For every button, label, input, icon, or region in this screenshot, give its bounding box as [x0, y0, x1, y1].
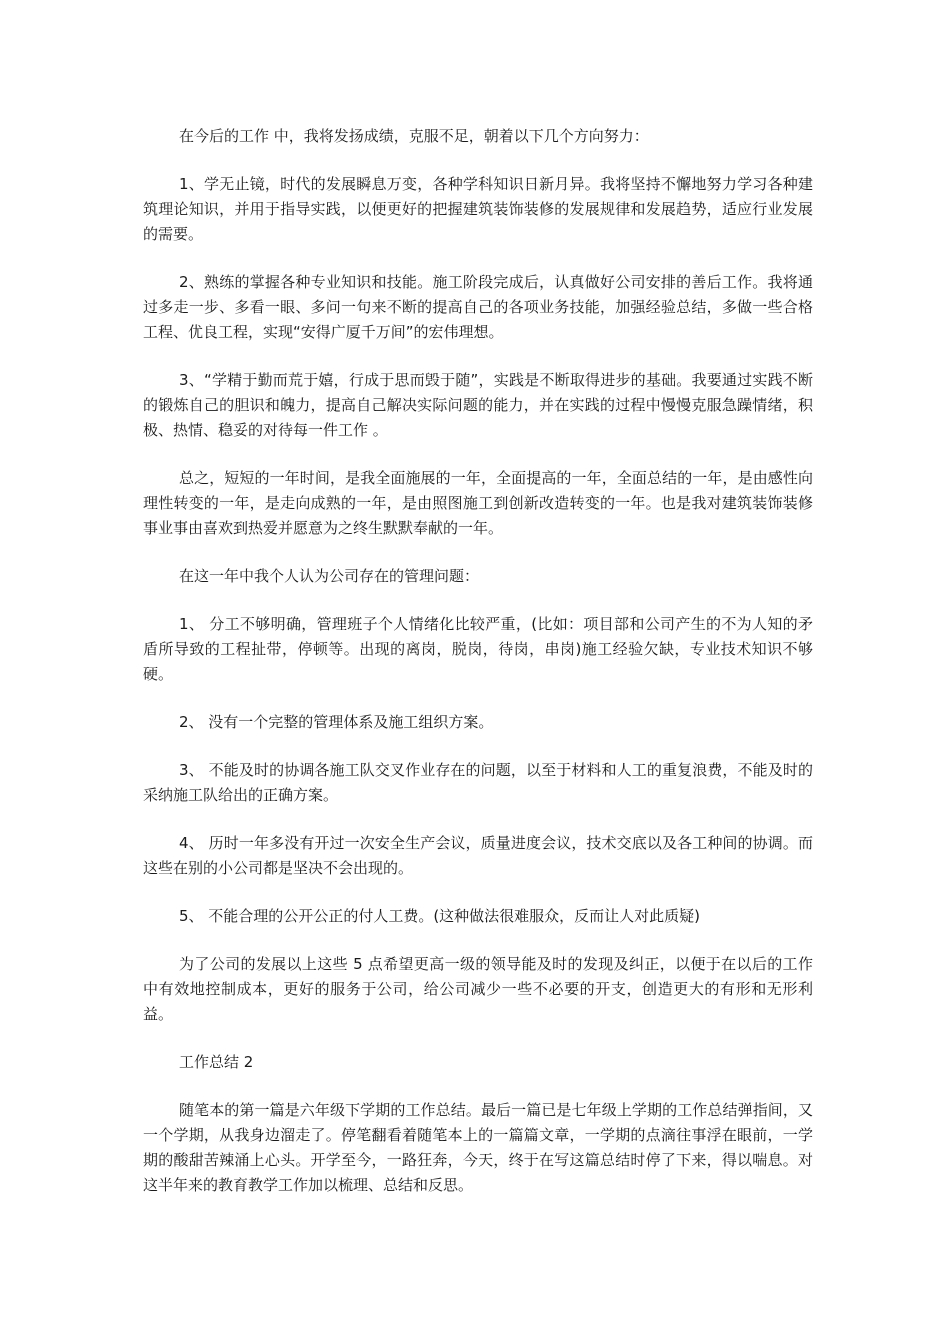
paragraph: 随笔本的第一篇是六年级下学期的工作总结。最后一篇已是七年级上学期的工作总结弹指间，又一个学期，从我身边溜走了。停笔翻看着随笔本上的一篇篇文章，一学期的点滴往事浮在眼前，一学期的酸甜苦辣涌上心头。开学至今，一路狂奔，今天，终于在写这篇总结时停了下来，得以喘息。对这半年来的教育教学工作加以梳理、总结和反思。 — [143, 1101, 813, 1194]
paragraph: 为了公司的发展以上这些 5 点希望更高一级的领导能及时的发现及纠正，以便于在以后的工作中有效地控制成本，更好的服务于公司，给公司减少一些不必要的开支，创造更大的有形和无形利益。 — [143, 955, 813, 1023]
paragraph: 1、学无止镜，时代的发展瞬息万变，各种学科知识日新月异。我将坚持不懈地努力学习各种建筑理论知识，并用于指导实践，以便更好的把握建筑装饰装修的发展规律和发展趋势，适应行业发展的需要。 — [143, 175, 813, 243]
paragraph: 5、 不能合理的公开公正的付人工费。(这种做法很难服众，反而让人对此质疑) — [179, 907, 701, 925]
paragraph: 4、 历时一年多没有开过一次安全生产会议，质量进度会议，技术交底以及各工种间的协调。而这些在别的小公司都是坚决不会出现的。 — [143, 834, 813, 877]
paragraph: 2、 没有一个完整的管理体系及施工组织方案。 — [179, 713, 494, 731]
paragraph: 总之，短短的一年时间，是我全面施展的一年，全面提高的一年，全面总结的一年，是由感性向理性转变的一年，是走向成熟的一年，是由照图施工到创新改造转变的一年。也是我对建筑装饰装修事业事由喜欢到热爱并愿意为之终生默默奉献的一年。 — [143, 469, 813, 537]
paragraph: 3、“学精于勤而荒于嬉，行成于思而毁于随”，实践是不断取得进步的基础。我要通过实践不断的锻炼自己的胆识和魄力，提高自己解决实际问题的能力，并在实践的过程中慢慢克服急躁情绪，积极、热情、稳妥的对待每一件工作 。 — [143, 371, 813, 439]
section-heading: 工作总结 2 — [179, 1053, 254, 1071]
document-body — [143, 124, 813, 1221]
paragraph: 2、熟练的掌握各种专业知识和技能。施工阶段完成后，认真做好公司安排的善后工作。我将通过多走一步、多看一眼、多问一句来不断的提高自己的各项业务技能，加强经验总结，多做一些合格工程、优良工程，实现“安得广厦千万间”的宏伟理想。 — [143, 273, 813, 341]
paragraph: 在今后的工作 中，我将发扬成绩，克服不足，朝着以下几个方向努力： — [179, 127, 649, 145]
paragraph: 3、 不能及时的协调各施工队交叉作业存在的问题，以至于材料和人工的重复浪费，不能及时的采纳施工队给出的正确方案。 — [143, 761, 813, 804]
paragraph: 在这一年中我个人认为公司存在的管理问题： — [179, 567, 480, 585]
paragraph: 1、 分工不够明确，管理班子个人情绪化比较严重，(比如：项目部和公司产生的不为人知的矛盾所导致的工程扯带，停顿等。出现的离岗，脱岗，待岗，串岗)施工经验欠缺，专业技术知识不够硬。 — [143, 615, 813, 683]
